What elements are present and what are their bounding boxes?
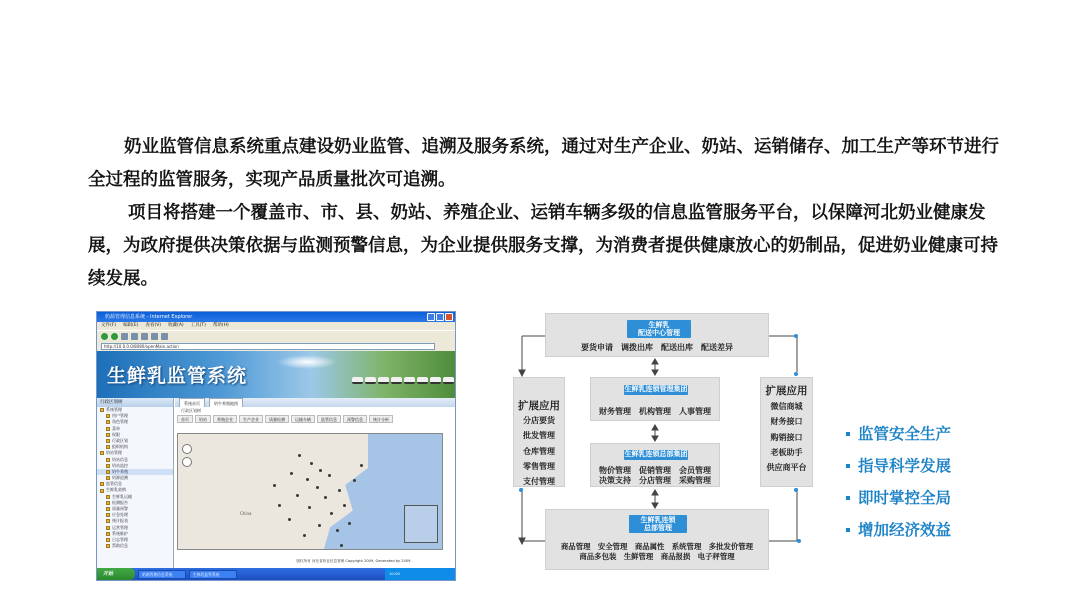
search-icon[interactable] <box>151 333 158 340</box>
connector-dot <box>794 334 798 338</box>
map-land <box>178 434 368 550</box>
chain-group-chip: 生鲜乳连锁管理集团 <box>624 385 688 393</box>
map-marker-icon[interactable] <box>318 524 321 527</box>
chip-line: 生鲜乳 <box>648 320 670 329</box>
map-marker-icon[interactable] <box>340 544 343 547</box>
tree-item-label: 监管信息 <box>106 481 122 487</box>
map-marker-icon[interactable] <box>324 496 327 499</box>
tree-item-label: 奶站管理 <box>106 450 122 456</box>
chain-hq-group-chip: 生鲜乳连锁总部集团 <box>624 450 688 458</box>
back-icon[interactable] <box>101 333 108 340</box>
hq-management-chip <box>629 515 687 533</box>
map-marker-icon[interactable] <box>306 478 309 481</box>
map-filter-tabs <box>175 415 455 423</box>
page-footer: 版权所有 河北省奶业信息管理 Copyright 2009, Generated by 2009. <box>296 559 412 563</box>
folder-icon <box>106 544 110 548</box>
left-extension-item: 支付管理 <box>523 477 555 487</box>
tree-item-label: 组织机构 <box>112 444 128 450</box>
tree-item-label: 质量预警 <box>112 506 128 511</box>
nav-tree-list <box>97 407 173 549</box>
tree-item[interactable] <box>97 543 173 549</box>
region-label: 行政区划树 <box>181 408 201 413</box>
folder-icon <box>106 464 110 468</box>
pan-icon[interactable] <box>182 444 192 454</box>
map-marker-icon[interactable] <box>310 462 313 465</box>
cow-herd-image <box>352 377 454 384</box>
benefit-item <box>846 482 986 514</box>
chain-hq-items-1: 物价管理 促销管理 会员管理 <box>599 466 711 475</box>
zoom-control[interactable] <box>182 444 192 484</box>
home-icon[interactable] <box>141 333 148 340</box>
favorites-icon[interactable] <box>161 333 168 340</box>
folder-icon <box>106 501 110 505</box>
map-marker-icon[interactable] <box>336 529 339 532</box>
banner-title: 生鲜乳监管系统 <box>107 365 248 387</box>
map-filter-tab[interactable]: 运输车辆 <box>291 415 315 423</box>
left-extension-box <box>513 377 565 487</box>
refresh-icon[interactable] <box>131 333 138 340</box>
browser-toolbar <box>97 330 455 341</box>
system-tray: 10:00 <box>385 568 455 580</box>
tree-item-label: 应急处理 <box>112 512 128 518</box>
folder-icon <box>106 433 110 437</box>
folder-icon <box>106 420 110 424</box>
distribution-center-chip <box>627 320 691 338</box>
folder-icon <box>106 470 110 474</box>
map-marker-icon[interactable] <box>316 486 319 489</box>
tree-item-label: 生鲜乳运输 <box>112 493 132 499</box>
connector-dot <box>797 539 801 543</box>
map-filter-tab[interactable]: 生产企业 <box>239 415 263 423</box>
left-extension-item: 零售管理 <box>523 461 555 471</box>
tree-item-label: 系统管理 <box>106 407 122 412</box>
tree-item-label: 日志管理 <box>112 536 128 542</box>
hq-items-2: 商品多包装 生鲜管理 商品报损 电子秤管理 <box>579 552 735 561</box>
menu-edit[interactable]: 编辑(E) <box>123 323 139 328</box>
left-extension-item: 批发管理 <box>523 431 555 441</box>
main-pane <box>175 398 455 568</box>
address-bar <box>97 341 455 351</box>
bullet-icon <box>846 464 850 468</box>
map-country-label: China <box>240 511 252 516</box>
close-icon[interactable] <box>445 313 453 321</box>
right-extension-item: 老板助手 <box>770 447 803 457</box>
forward-icon[interactable] <box>111 333 118 340</box>
banner-clouds <box>277 355 337 369</box>
folder-icon <box>106 458 110 462</box>
benefit-item <box>846 418 986 450</box>
right-extension-item: 购销接口 <box>770 432 803 442</box>
map-marker-icon[interactable] <box>296 494 299 497</box>
maximize-icon[interactable] <box>436 313 444 321</box>
project-paragraph: 项目将搭建一个覆盖市、市、县、奶站、养殖企业、运销车辆多级的信息监管服务平台，以保障河北奶业健康发展，为政府提供决策依据与监测预警信息，为企业提供服务支撑，为消费者提供健康放心的奶制品，促进奶业健康可持续发展。 <box>88 203 998 289</box>
left-extension-title: 扩展应用 <box>518 400 560 412</box>
window-titlebar <box>97 312 455 322</box>
map-marker-icon[interactable] <box>360 464 363 467</box>
map-marker-icon[interactable] <box>288 518 291 521</box>
window-controls <box>427 313 453 321</box>
tree-item-label: 奶牛养殖 <box>112 468 128 474</box>
taskbar-task[interactable]: 生鲜乳监管系统 <box>189 570 237 579</box>
map-view[interactable] <box>177 433 443 550</box>
benefit-item <box>846 450 986 482</box>
hq-items-1: 商品管理 安全管理 商品属性 系统管理 多批发价管理 <box>560 542 754 551</box>
distribution-center-box <box>545 313 769 357</box>
app-banner <box>97 351 455 398</box>
intro-paragraph: 奶业监管信息系统重点建设奶业监管、追溯及服务系统，通过对生产企业、奶站、运销储存、加工生产等环节进行全过程的监管服务，实现产品质量批次可追溯。 <box>88 137 999 190</box>
map-marker-icon[interactable] <box>278 504 281 507</box>
folder-icon <box>106 538 110 542</box>
nav-tree-header: 行政区划树 <box>97 398 173 407</box>
connector-dot <box>794 372 798 376</box>
tree-item-label: 检测报告 <box>112 499 128 505</box>
tree-item-label: 角色管理 <box>112 419 128 425</box>
left-extension-list <box>514 413 564 489</box>
folder-icon <box>100 482 104 486</box>
panel-tabs <box>175 398 455 407</box>
tree-item-label: 奶源追溯 <box>112 475 128 481</box>
tree-item-label: 生鲜乳收购 <box>106 487 126 493</box>
benefits-list <box>846 418 986 546</box>
tree-item-label: 用户管理 <box>112 413 128 419</box>
map-filter-tab[interactable]: 质量检测 <box>265 415 289 423</box>
folder-icon <box>106 507 110 511</box>
chain-hq-items-2: 决策支持 分店管理 采购管理 <box>599 476 711 485</box>
tree-item-label: 奶站监控 <box>112 462 128 468</box>
bullet-icon <box>846 496 850 500</box>
zoom-in-icon[interactable] <box>182 457 192 467</box>
system-screenshot <box>96 311 456 581</box>
chip-line: 生鲜乳连锁 <box>640 515 676 524</box>
map-marker-icon[interactable] <box>298 454 301 457</box>
tab-map[interactable]: 奶牛养殖地图 <box>209 398 243 407</box>
folder-icon <box>106 513 110 517</box>
right-extension-item: 微信商城 <box>770 402 803 411</box>
right-extension-box <box>760 377 813 487</box>
menu-favorites[interactable]: 收藏(A) <box>168 323 184 328</box>
bullet-icon <box>846 432 850 436</box>
benefit-item <box>846 514 986 546</box>
chain-group-items: 财务管理 机构管理 人事管理 <box>599 407 711 416</box>
folder-icon <box>106 532 110 536</box>
map-marker-icon[interactable] <box>328 474 331 477</box>
taskbar-task[interactable]: 奶源管理信息系统 <box>138 570 186 579</box>
right-extension-item: 财务接口 <box>770 417 803 427</box>
folder-icon <box>100 408 104 412</box>
chain-hq-group-box <box>590 443 720 487</box>
distribution-center-items: 要货申请 调拨出库 配送出库 配送差异 <box>581 343 733 352</box>
tree-item-label: 菜单 <box>112 425 120 431</box>
minimize-icon[interactable] <box>427 313 435 321</box>
right-extension-title: 扩展应用 <box>765 385 808 397</box>
start-button[interactable]: 开始 <box>97 568 135 580</box>
app-body <box>97 398 455 568</box>
connector-dot <box>794 488 798 492</box>
map-marker-icon[interactable] <box>348 522 351 525</box>
stop-icon[interactable] <box>121 333 128 340</box>
tree-item-label: 运营管理 <box>112 524 128 530</box>
folder-icon <box>106 445 110 449</box>
tree-item-label: 统计报表 <box>112 518 128 524</box>
benefit-text: 增加经济效益 <box>858 521 952 539</box>
map-marker-icon[interactable] <box>319 469 322 472</box>
menu-help[interactable]: 帮助(H) <box>212 323 229 328</box>
map-marker-icon[interactable] <box>330 512 333 515</box>
folder-icon <box>106 414 110 418</box>
menu-tools[interactable]: 工具(T) <box>190 323 206 328</box>
left-extension-item: 分店要货 <box>523 416 555 425</box>
folder-icon <box>100 489 104 493</box>
hq-management-box <box>545 509 769 570</box>
folder-icon <box>100 451 104 455</box>
folder-icon <box>106 519 110 523</box>
chip-line: 配送中心管理 <box>638 329 680 337</box>
folder-icon <box>106 495 110 499</box>
benefit-text: 即时掌控全局 <box>858 489 952 507</box>
menu-bar <box>97 322 455 330</box>
map-marker-icon[interactable] <box>290 472 293 475</box>
menu-view[interactable]: 查看(V) <box>145 323 162 328</box>
map-filter-tab[interactable]: 首页 <box>177 415 193 423</box>
tree-item-label: 系统维护 <box>112 530 128 536</box>
folder-icon <box>106 526 110 530</box>
tree-item-label: 权限 <box>112 431 120 437</box>
folder-icon <box>106 439 110 443</box>
map-filter-tab[interactable]: 统计分析 <box>369 415 393 423</box>
nav-tree <box>97 398 174 568</box>
map-marker-icon[interactable] <box>353 479 356 482</box>
map-marker-icon[interactable] <box>308 506 311 509</box>
bullet-icon <box>846 528 850 532</box>
benefit-text: 监管安全生产 <box>858 425 952 443</box>
tree-item-label: 帮助信息 <box>112 543 128 549</box>
right-extension-list <box>761 399 812 475</box>
left-extension-item: 仓库管理 <box>523 446 555 456</box>
map-filter-tab[interactable]: 养殖企业 <box>213 415 237 423</box>
window-title: 奶源管理信息系统 - Internet Explorer <box>105 314 193 320</box>
tree-item-label: 行政区划 <box>112 437 128 443</box>
map-filter-tab[interactable]: 预警信息 <box>343 415 367 423</box>
map-marker-icon[interactable] <box>343 504 346 507</box>
chip-line: 总部管理 <box>644 524 672 532</box>
menu-file[interactable]: 文件(F) <box>101 323 117 328</box>
map-marker-icon[interactable] <box>338 489 341 492</box>
map-filter-tab[interactable]: 监管信息 <box>317 415 341 423</box>
tree-item-label: 奶站信息 <box>112 456 128 462</box>
map-marker-icon[interactable] <box>303 534 306 537</box>
map-inset <box>404 505 438 543</box>
folder-icon <box>106 476 110 480</box>
map-filter-tab[interactable]: 奶站 <box>195 415 211 423</box>
taskbar <box>97 568 455 580</box>
map-marker-icon[interactable] <box>273 484 276 487</box>
tab-home[interactable]: 系统首页 <box>179 398 205 407</box>
benefit-text: 指导科学发展 <box>858 457 952 475</box>
chain-group-box <box>590 377 720 421</box>
folder-icon <box>106 427 110 431</box>
url-input[interactable]: http://10.0.0.0/8080/openMain.action <box>101 343 435 350</box>
right-extension-item: 供应商平台 <box>766 463 807 473</box>
